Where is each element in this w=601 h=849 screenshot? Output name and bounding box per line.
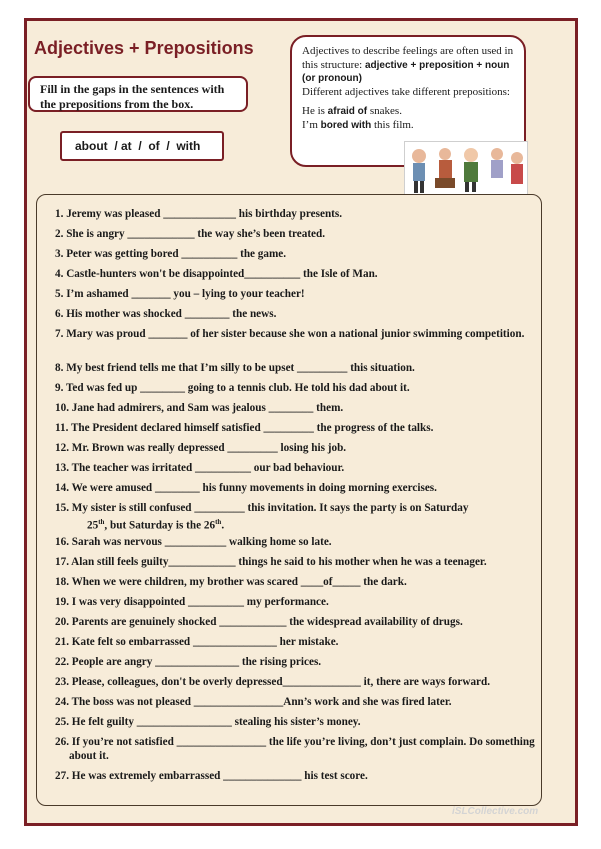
sentence-1: 1. Jeremy was pleased _____________ his birthday presents. xyxy=(55,208,343,220)
figure-4 xyxy=(491,148,503,178)
sentence-4: 4. Castle-hunters won't be disappointed__________ the Isle of Man. xyxy=(55,268,378,280)
sentence-15-continuation: 25th, but Saturday is the 26th. xyxy=(87,518,225,532)
sentence-8: 8. My best friend tells me that I’m silly to be upset _________ this situation. xyxy=(55,362,415,374)
figure-1 xyxy=(412,149,426,193)
sentence-6: 6. His mother was shocked ________ the news. xyxy=(55,308,277,320)
sentence-5: 5. I’m ashamed _______ you – lying to your teacher! xyxy=(55,288,305,300)
sentence-25: 25. He felt guilty _________________ stealing his sister’s money. xyxy=(55,716,361,728)
sentence-18: 18. When we were children, my brother was scared ____of_____ the dark. xyxy=(55,576,407,588)
info-line1: Adjectives to describe feelings are often used in this structure: xyxy=(302,45,514,71)
word-box: about / at / of / with xyxy=(60,131,224,161)
info-line2: Different adjectives take different prepositions: xyxy=(302,85,510,98)
exercise-list xyxy=(36,194,542,806)
figure-5 xyxy=(511,152,523,184)
sentence-22: 22. People are angry _______________ the rising prices. xyxy=(55,656,322,668)
sentence-3: 3. Peter was getting bored __________ the game. xyxy=(55,248,287,260)
sentence-11: 11. The President declared himself satisfied _________ the progress of the talks. xyxy=(55,422,434,434)
sentence-23: 23. Please, colleagues, don't be overly depressed______________ it, there are ways forward. xyxy=(55,676,491,688)
sentence-7: 7. Mary was proud _______ of her sister because she won a national junior swimming competition. xyxy=(55,328,525,340)
sentence-26: 26. If you’re not satisfied ________________ the life you’re living, don’t just complain. Do something about it. xyxy=(55,736,535,762)
sentence-16: 16. Sarah was nervous ___________ walking home so late. xyxy=(55,536,332,548)
figure-2 xyxy=(435,148,455,188)
sentence-9: 9. Ted was fed up ________ going to a tennis club. He told his dad about it. xyxy=(55,382,410,394)
example-2: I’m bored with this film. xyxy=(302,118,414,131)
page-title: Adjectives + Prepositions xyxy=(34,38,254,58)
instructions-box: Fill in the gaps in the sentences with the prepositions from the box. xyxy=(28,76,248,112)
sentence-24: 24. The boss was not pleased ________________Ann’s work and she was fired later. xyxy=(55,696,452,708)
sentence-12: 12. Mr. Brown was really depressed _________ losing his job. xyxy=(55,442,347,454)
info-structure: adjective + preposition + noun (or pronoun) xyxy=(302,59,510,84)
sentence-13: 13. The teacher was irritated __________ our bad behaviour. xyxy=(55,462,345,474)
sentence-20: 20. Parents are genuinely shocked ____________ the widespread availability of drugs. xyxy=(55,616,463,628)
sentence-21: 21. Kate felt so embarrassed _______________ her mistake. xyxy=(55,636,339,648)
sentence-19: 19. I was very disappointed __________ my performance. xyxy=(55,596,329,608)
sentence-10: 10. Jane had admirers, and Sam was jealous ________ them. xyxy=(55,402,344,414)
sentence-27: 27. He was extremely embarrassed ______________ his test score. xyxy=(55,770,368,782)
watermark: iSLCollective.com xyxy=(452,806,539,817)
sentence-17: 17. Alan still feels guilty____________ things he said to his mother when he was a teenager. xyxy=(55,556,487,568)
sentence-14: 14. We were amused ________ his funny movements in doing morning exercises. xyxy=(55,482,437,494)
sentence-15: 15. My sister is still confused _________ this invitation. It says the party is on Saturday xyxy=(55,502,469,514)
sentence-2: 2. She is angry ____________ the way she’s been treated. xyxy=(55,228,326,240)
figure-3 xyxy=(464,148,478,192)
example-1: He is afraid of snakes. xyxy=(302,105,402,117)
